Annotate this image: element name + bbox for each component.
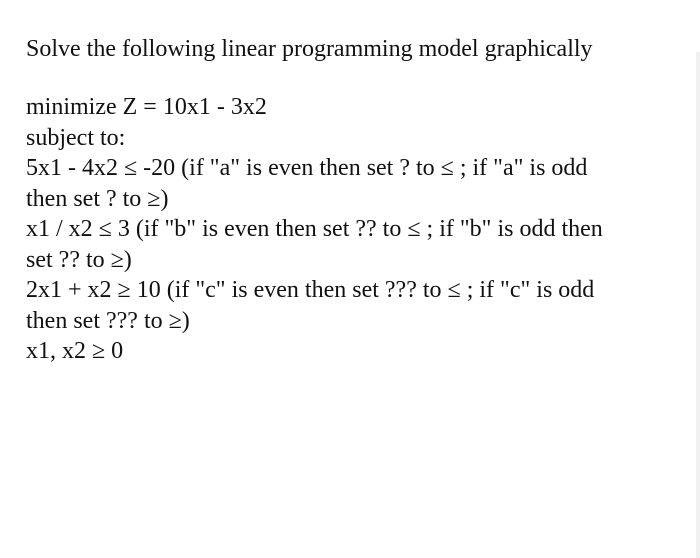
constraint-3-line-2: then set ??? to ≥) (26, 307, 190, 334)
objective-line: minimize Z = 10x1 - 3x2 (26, 94, 267, 120)
constraint-2-line-2: set ?? to ≥) (26, 246, 132, 273)
constraint-2-line-1: x1 / x2 ≤ 3 (if "b" is even then set ?? to ≤ ; if "b" is odd then (26, 216, 603, 242)
constraint-1-line-1: 5x1 - 4x2 ≤ -20 (if "a" is even then set ? to ≤ ; if "a" is odd (26, 155, 588, 181)
subject-to-line: subject to: (26, 124, 126, 151)
constraint-1-line-2: then set ? to ≥) (26, 185, 169, 212)
problem-statement (26, 33, 686, 367)
problem-title: Solve the following linear programming model graphically (26, 36, 593, 62)
nonnegativity-line: x1, x2 ≥ 0 (26, 338, 124, 364)
constraint-3-line-1: 2x1 + x2 ≥ 10 (if "c" is even then set ??? to ≤ ; if "c" is odd (26, 277, 595, 303)
scrollbar-track (696, 52, 700, 558)
